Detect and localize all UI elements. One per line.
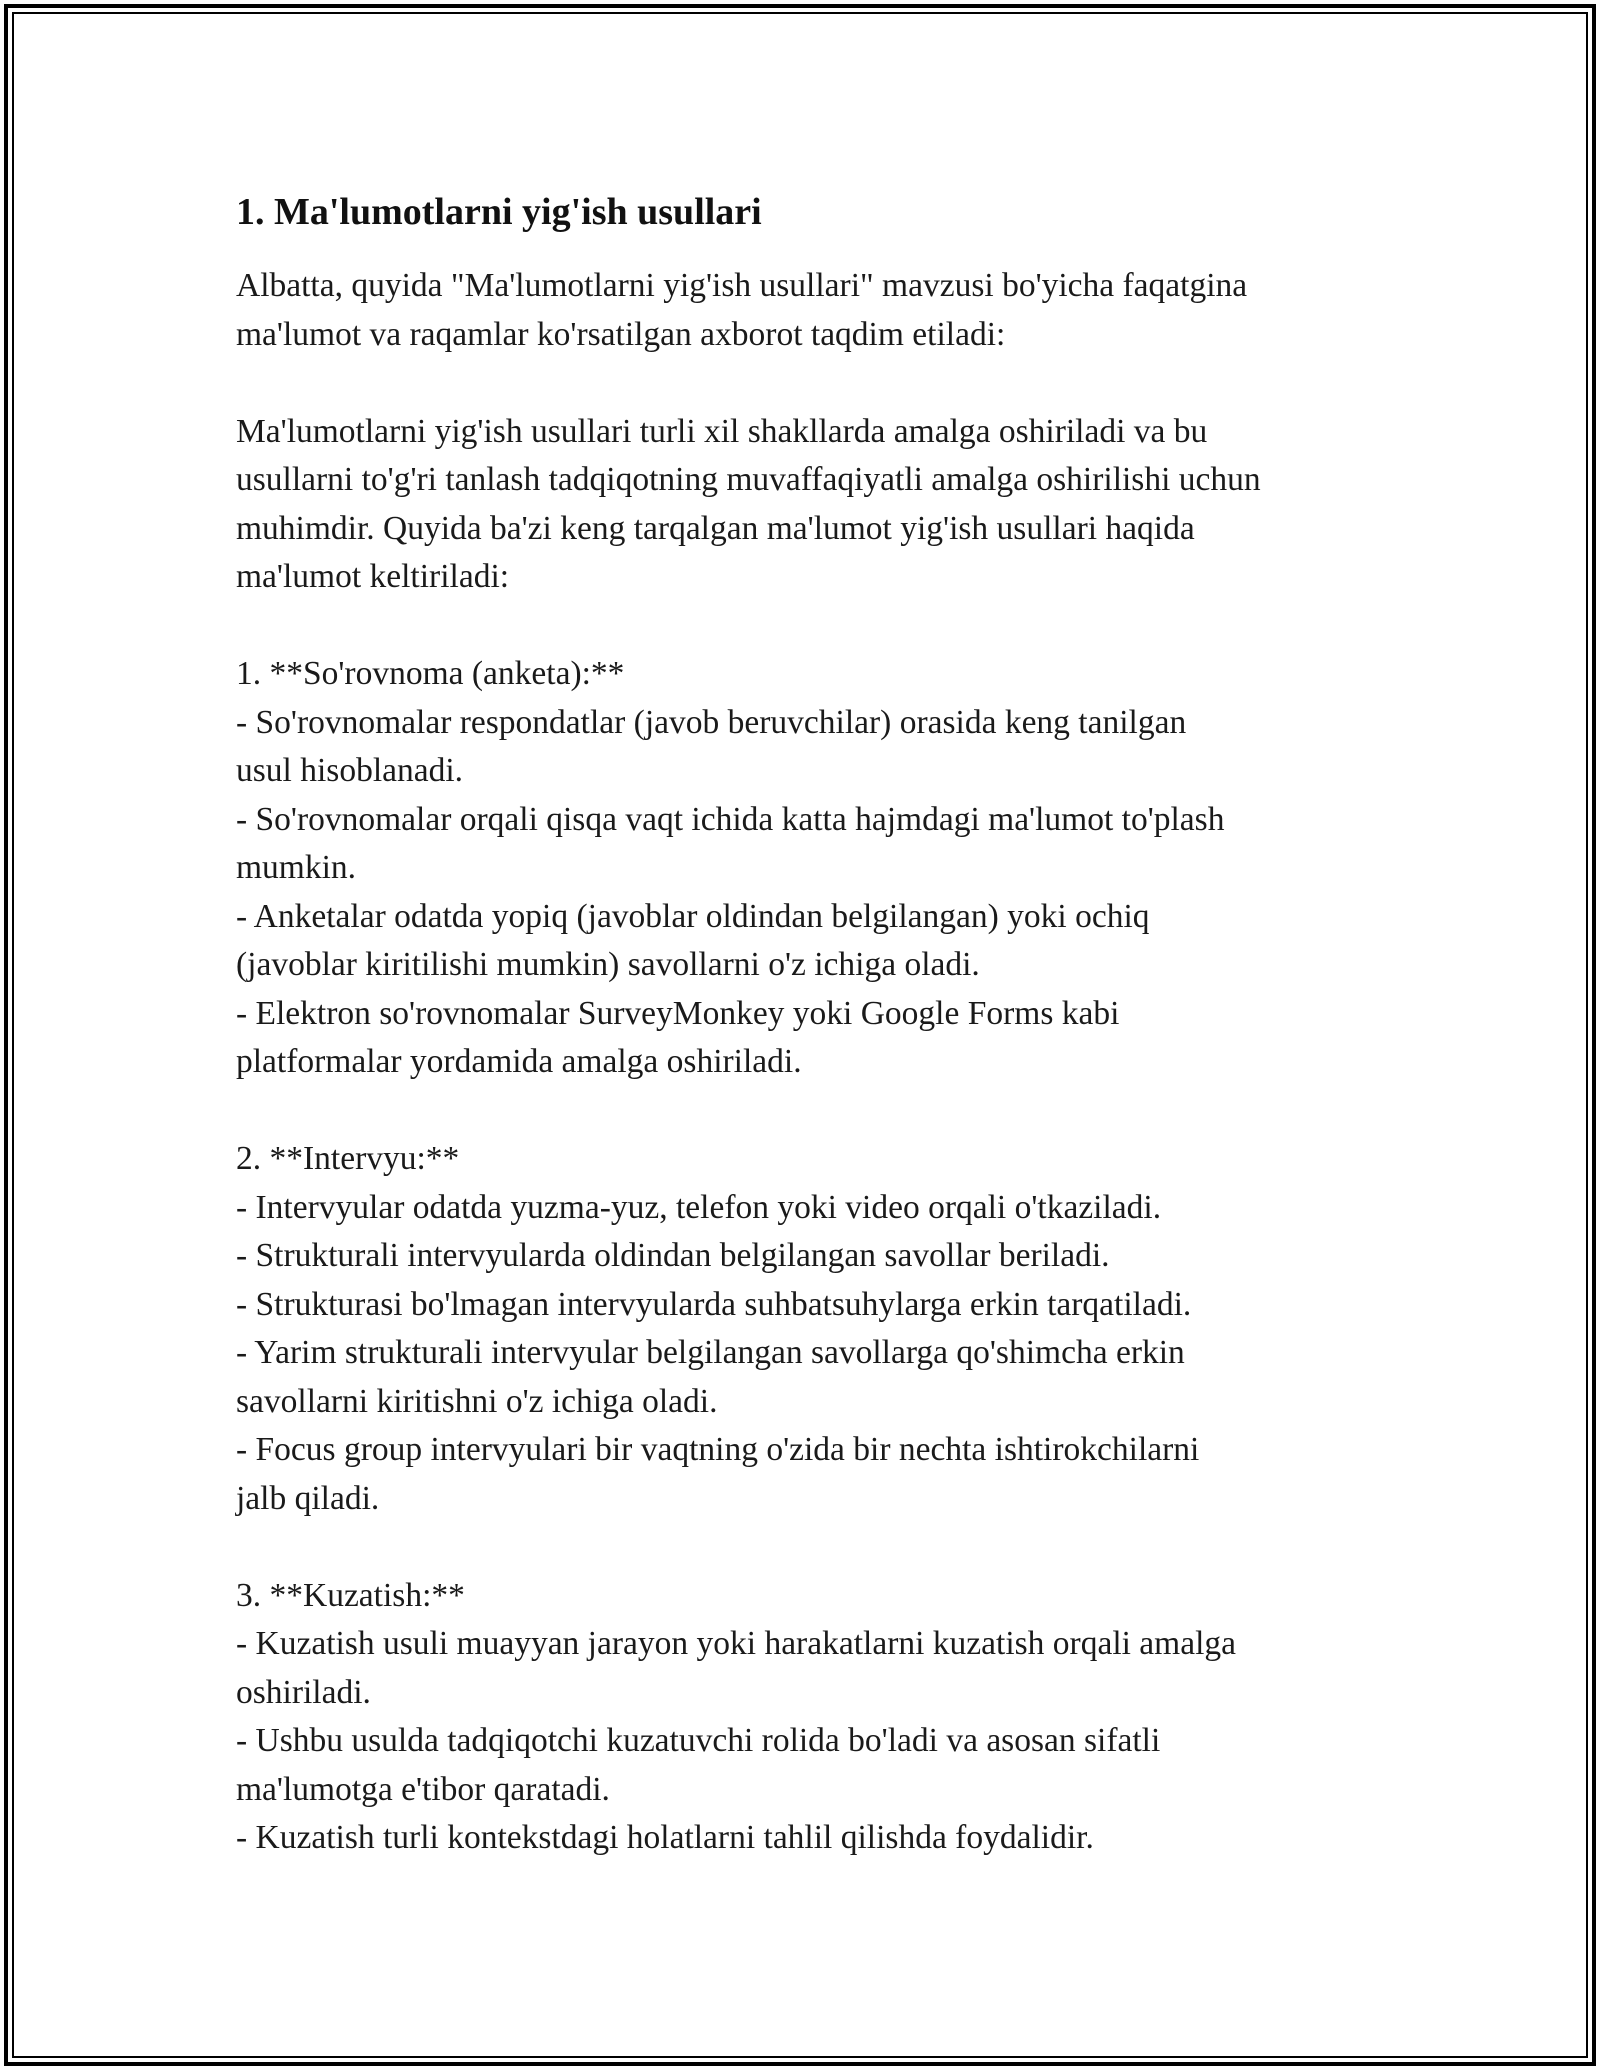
document-body	[236, 188, 1386, 1863]
paragraph-gap	[236, 1087, 1386, 1136]
method-interview: 2. **Intervyu:** - Intervyular odatda yuzma-yuz, telefon yoki video orqali o'tkaziladi. - Strukturali intervyularda oldindan belgilangan savollar beriladi. - Strukturasi bo'lmagan intervyularda suhbatsuhylarga erkin tarqatiladi. - Yarim strukturali intervyular belgilangan savollarga qo'shimcha erkin savollarni kiritishni o'z ichiga oladi. - Focus group intervyulari bir vaqtning o'zida bir nechta ishtirokchilarni jalb qiladi.	[236, 1140, 1200, 1517]
paragraph-gap	[236, 359, 1386, 408]
overview-paragraph: Ma'lumotlarni yig'ish usullari turli xil shakllarda amalga oshiriladi va bu usullarni to'g'ri tanlash tadqiqotning muvaffaqiyatli amalga oshirilishi uchun muhimdir. Quyida ba'zi keng tarqalgan ma'lumot yig'ish usullari haqida ma'lumot keltiriladi:	[236, 412, 1261, 595]
section-heading: 1. Ma'lumotlarni yig'ish usullari	[236, 191, 762, 233]
method-survey: 1. **So'rovnoma (anketa):** - So'rovnomalar respondatlar (javob beruvchilar) orasida keng tanilgan usul hisoblanadi. - So'rovnomalar orqali qisqa vaqt ichida katta hajmdagi ma'lumot to'plash mumkin. - Anketalar odatda yopiq (javoblar oldindan belgilangan) yoki ochiq (javoblar kiritilishi mumkin) savollarni o'z ichiga oladi. - Elektron so'rovnomalar SurveyMonkey yoki Google Forms kabi platformalar yordamida amalga oshiriladi.	[236, 655, 1225, 1080]
paragraph-gap	[236, 602, 1386, 651]
paragraph-gap	[236, 1523, 1386, 1572]
intro-paragraph: Albatta, quyida "Ma'lumotlarni yig'ish usullari" mavzusi bo'yicha faqatgina ma'lumot va raqamlar ko'rsatilgan axborot taqdim etiladi:	[236, 267, 1248, 353]
method-observation: 3. **Kuzatish:** - Kuzatish usuli muayyan jarayon yoki harakatlarni kuzatish orqali amalga oshiriladi. - Ushbu usulda tadqiqotchi kuzatuvchi rolida bo'ladi va asosan sifatli ma'lumotga e'tibor qaratadi. - Kuzatish turli kontekstdagi holatlarni tahlil qilishda foydalidir.	[236, 1576, 1237, 1856]
